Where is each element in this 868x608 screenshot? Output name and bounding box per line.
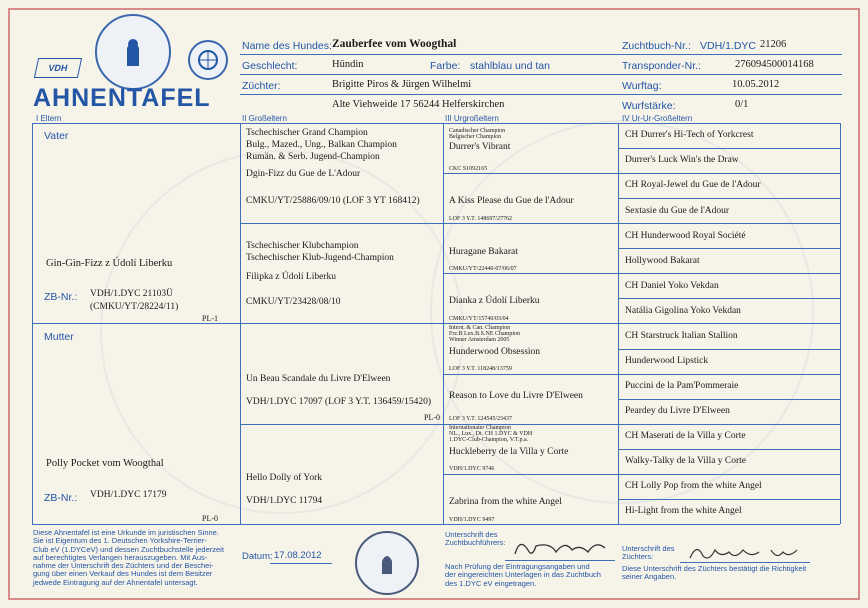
gp2-title: Tschechischer Klub-Jugend-Champion bbox=[246, 253, 394, 263]
g2-name: A Kiss Please du Gue de l'Adour bbox=[449, 196, 574, 206]
gp4-name: Hello Dolly of York bbox=[246, 473, 323, 483]
g7-title: Internationaler Champion bbox=[449, 425, 511, 431]
breeder-sig-label-line: Züchters: bbox=[622, 552, 654, 561]
ggg-13: CH Maserati de la Villa y Corte bbox=[625, 431, 746, 441]
g5-titles bbox=[449, 325, 520, 343]
g8-name: Zabrina from the white Angel bbox=[449, 497, 562, 507]
zb-number: 21206 bbox=[760, 39, 787, 50]
gp2-title: Tschechischer Klubchampion bbox=[246, 241, 359, 251]
ggg-1: CH Durrer's Hi-Tech of Yorkcrest bbox=[625, 130, 754, 140]
official-stamp-icon bbox=[355, 531, 419, 595]
sex-label: Geschlecht: bbox=[242, 60, 298, 72]
mother-zb-label: ZB-Nr.: bbox=[44, 492, 78, 504]
zb-label: Zuchtbuch-Nr.: bbox=[622, 40, 691, 52]
zb-sig-label-line: Zuchtbuchführers: bbox=[445, 538, 506, 547]
legal-line: nahme der Unterschrift des Züchters und der Beschei- bbox=[33, 561, 214, 571]
legal-line: Club eV (1.DYCeV) und dessen Zuchtbuchstelle jederzeit bbox=[33, 544, 224, 554]
zb-sig-label-line: Unterschrift des bbox=[445, 530, 498, 539]
g6-name: Reason to Love du Livre D'Elween bbox=[449, 391, 583, 401]
col-header-gggrandparents: IV Ur-Ur-Großeltern bbox=[622, 114, 693, 123]
col-header-greatgrandparents: III Urgroßeltern bbox=[445, 114, 499, 123]
breeder-label: Züchter: bbox=[242, 80, 281, 92]
mother-label: Mutter bbox=[44, 331, 74, 343]
color-label: Farbe: bbox=[430, 60, 461, 72]
col-header-grandparents: II Großeltern bbox=[242, 114, 287, 123]
gp1-title: Rumän. & Serb. Jugend-Champion bbox=[246, 152, 380, 162]
ggg-9: CH Starstruck Italian Stallion bbox=[625, 331, 738, 341]
g5-title: Intern. & Can. Champion bbox=[449, 325, 511, 331]
legal-line: Sie ist Eigentum des 1. Deutschen Yorkshire-Terrier- bbox=[33, 536, 207, 546]
breeder-sig-label-line: Unterschrift des bbox=[622, 544, 675, 553]
zb-note-line: der eingereichten Unterlagen in das Zuchtbuch bbox=[445, 570, 601, 580]
g5-title: Winner Amsterdam 2005 bbox=[449, 337, 510, 343]
mother-zb: VDH/1.DYC 17179 bbox=[90, 490, 167, 500]
gp3-pl: PL-0 bbox=[424, 413, 440, 422]
breeder-address: Alte Viehweide 17 56244 Helferskirchen bbox=[332, 99, 505, 110]
g3-reg: CMKU/YT/22440-07/06/07 bbox=[449, 266, 517, 272]
g7-title: 1.DYC-Club-Champion, V.T.p.a. bbox=[449, 437, 529, 443]
g2-reg: LOF 3 Y.T. 148697/27762 bbox=[449, 216, 513, 222]
g1-reg: CKC S1092165 bbox=[449, 166, 488, 172]
sex-value: Hündin bbox=[332, 59, 364, 70]
g7-title: NL., Lux., Dt. CH 1.DYC & VDH bbox=[449, 431, 533, 437]
whelped-value: 10.05.2012 bbox=[732, 79, 780, 90]
g3-name: Huragane Bakarat bbox=[449, 247, 518, 257]
ggg-15: CH Lolly Pop from the white Angel bbox=[625, 481, 762, 491]
g4-name: Dianka z Údolí Liberku bbox=[449, 296, 540, 306]
ggg-7: CH Daniel Yoko Vekdan bbox=[625, 281, 719, 291]
g1-titles bbox=[449, 128, 505, 140]
fci-logo-icon bbox=[188, 40, 228, 80]
gp1-titles bbox=[246, 127, 397, 163]
ggg-4: Sextasie du Gue de l'Adour bbox=[625, 206, 730, 216]
whelped-label: Wurftag: bbox=[622, 80, 662, 92]
date-label: Datum: bbox=[242, 551, 273, 562]
g7-reg: VDH/1.DYC 9746 bbox=[449, 466, 495, 472]
gp2-titles bbox=[246, 240, 394, 264]
g5-reg: LOF 3 Y.T. 118248/13759 bbox=[449, 366, 512, 372]
ggg-5: CH Hunderwood Royal Société bbox=[625, 231, 746, 241]
g7-name: Huckleberry de la Villa y Corte bbox=[449, 447, 569, 457]
father-pl: PL-1 bbox=[202, 314, 218, 323]
breeder-value: Brigitte Piros & Jürgen Wilhelmi bbox=[332, 79, 472, 90]
gp2-name: Filipka z Údolí Liberku bbox=[246, 272, 336, 282]
legal-line: gung über einen Verkauf des Hundes ist dem Besitzer bbox=[33, 569, 213, 579]
name-label: Name des Hundes: bbox=[242, 40, 332, 52]
vdh-logo-icon bbox=[34, 58, 82, 78]
g5-name: Hunderwood Obsession bbox=[449, 347, 541, 357]
breeder-signature-label bbox=[622, 545, 675, 561]
ggg-16: Hi-Light from the white Angel bbox=[625, 506, 742, 516]
zb-note bbox=[445, 563, 601, 588]
litter-value: 0/1 bbox=[735, 99, 749, 110]
father-zb-1: VDH/1.DYC 21103Ü bbox=[90, 289, 174, 299]
gp1-title: Tschechischer Grand Champion bbox=[246, 128, 368, 138]
mother-name: Polly Pocket vom Woogthal bbox=[46, 458, 164, 469]
ggg-2: Durrer's Luck Win's the Draw bbox=[625, 155, 739, 165]
g4-reg: CMKU/YT/15740/03/04 bbox=[449, 316, 509, 322]
gp1-title: Bulg., Mazed., Ung., Balkan Champion bbox=[246, 140, 397, 150]
zb-note-line: Nach Prüfung der Eintragungsangaben und bbox=[445, 562, 590, 571]
gp4-reg: VDH/1.DYC 11794 bbox=[246, 496, 323, 506]
gp1-name: Dgin-Fizz du Gue de L'Adour bbox=[246, 169, 361, 179]
breeder-note-line: Diese Unterschrift des Züchters bestätigt die Richtigkeit bbox=[622, 564, 807, 573]
breeder-note bbox=[622, 565, 806, 582]
litter-label: Wurfstärke: bbox=[622, 100, 676, 112]
zb-signature-label bbox=[445, 531, 505, 547]
legal-line: Diese Ahnentafel ist eine Urkunde im juristischen Sinne. bbox=[33, 528, 219, 537]
g8-reg: VDH/1.DYC 9497 bbox=[449, 517, 495, 523]
g6-reg: LOF 3 Y.T. 124545/23437 bbox=[449, 416, 513, 422]
ggg-6: Hollywood Bakarat bbox=[625, 256, 700, 266]
father-name: Gin-Gin-Fizz z Údolí Liberku bbox=[46, 258, 173, 269]
gp1-reg: CMKU/YT/25886/09/10 (LOF 3 YT 168412) bbox=[246, 196, 420, 206]
vdh-logo-text: VDH bbox=[47, 63, 69, 73]
ggg-10: Hunderwood Lipstick bbox=[625, 356, 709, 366]
zb-note-line: des 1.DYC eV eingetragen. bbox=[445, 578, 537, 588]
father-zb-label: ZB-Nr.: bbox=[44, 291, 78, 303]
g1-name: Durrer's Vibrant bbox=[449, 142, 511, 152]
g1-title: Canadischer Champion bbox=[449, 128, 506, 134]
ggg-14: Walky-Talky de la Villa y Corte bbox=[625, 456, 747, 466]
father-label: Vater bbox=[44, 130, 69, 142]
color-value: stahlblau und tan bbox=[470, 60, 550, 72]
gp2-reg: CMKU/YT/23428/08/10 bbox=[246, 297, 341, 307]
g1-title: Belgischer Champion bbox=[449, 134, 502, 140]
zb-prefix: VDH/1.DYC bbox=[700, 40, 757, 52]
ggg-11: Puccini de la Pam'Pommeraie bbox=[625, 381, 739, 391]
document-title: AHNENTAFEL bbox=[33, 84, 211, 112]
g7-titles bbox=[449, 425, 532, 443]
mother-pl: PL-0 bbox=[202, 514, 218, 523]
club-seal-icon bbox=[95, 14, 171, 90]
legal-notice bbox=[33, 529, 224, 587]
transponder-label: Transponder-Nr.: bbox=[622, 60, 701, 72]
legal-line: jedwede Eintragung auf der Ahnentafel untersagt. bbox=[33, 577, 198, 587]
gp3-reg: VDH/1.DYC 17097 (LOF 3 Y.T. 136459/15420) bbox=[246, 397, 432, 407]
gp3-name: Un Beau Scandale du Livre D'Elween bbox=[246, 374, 391, 384]
col-header-parents: I Eltern bbox=[36, 114, 62, 123]
ggg-3: CH Royal-Jewel du Gue de l'Adour bbox=[625, 180, 761, 190]
zuchtbuch-signature-icon bbox=[510, 532, 610, 562]
ggg-8: Natália Gigolina Yoko Vekdan bbox=[625, 306, 741, 316]
g5-title: Frz.B Lux.B.S.NE Champion bbox=[449, 331, 521, 337]
father-zb-2: (CMKU/YT/28224/11) bbox=[90, 302, 179, 312]
breeder-note-line: seiner Angaben. bbox=[622, 572, 677, 582]
dog-name: Zauberfee vom Woogthal bbox=[332, 38, 457, 50]
legal-line: auf berechtigtes Verlangen herauszugeben. Mit Aus- bbox=[33, 552, 208, 562]
transponder-value: 276094500014168 bbox=[735, 59, 814, 70]
ggg-12: Peardey du Livre D'Elween bbox=[625, 406, 730, 416]
date-value: 17.08.2012 bbox=[274, 550, 322, 561]
